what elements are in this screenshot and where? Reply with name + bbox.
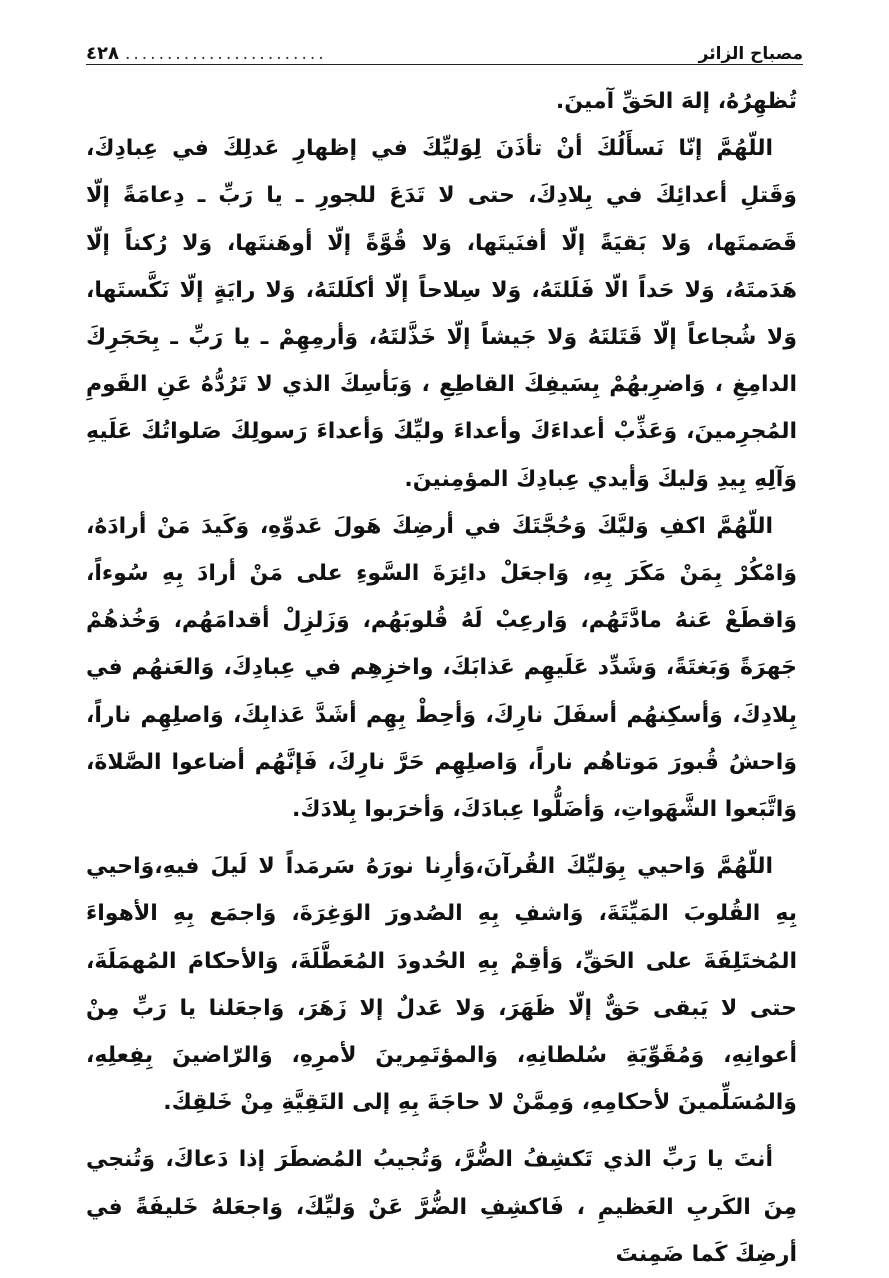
paragraph-4: اللّهُمَّ وَاحيي بِوَليِّكَ القُرآنَ،وَأرِنا نورَهُ سَرمَداً لا لَيلَ فيهِ،وَاحيي بِهِ القُلوبَ المَيِّتَةَ، وَاشفِ بِهِ الصُدورَ الوَغِرَةَ، وَاجمَع بِهِ الأهواءَ المُختَلِفَةَ على الحَقِّ، وَأقِمْ بِهِ الحُدودَ المُعَطَّلَةَ، وَالأحكامَ المُهمَلَةَ، حتى لا يَبقى حَقٌّ إلّا ظَهَرَ، وَلا عَدلٌ إلا زَهَرَ، وَاجعَلنا يا رَبِّ مِنْ أعوانِهِ، وَمُقَوِّيَةِ سُلطانِهِ، وَالمؤتَمِرينَ لأمرِهِ، وَالرّاضينَ بِفِعلِهِ، وَالمُسَلِّمينَ لأحكامِهِ، وَمِمَّنْ لا حاجَةَ بِهِ إلى التَقِيَّةِ مِنْ خَلقِكَ. — [86, 854, 797, 1116]
page-number-group — [86, 43, 327, 64]
paragraph-3: اللّهُمَّ اكفِ وَليَّكَ وَحُجَّتَكَ في أرضِكَ هَولَ عَدوِّهِ، وَكَيدَ مَنْ أرادَهُ، وَامْكُرْ بِمَنْ مَكَرَ بِهِ، وَاجعَلْ دائِرَةَ السَّوءِ على مَنْ أرادَ بِهِ سُوءاً، وَاقطَعْ عَنهُ مادَّتَهُم، وَارعِبْ لَهُ قُلوبَهُم، وَزَلزِلْ أقدامَهُم، وَخُذهُمْ جَهرَةً وَبَغتَةً، وَشَدِّد عَلَيهِم عَذابَكَ، واخزِهِم في عِبادِكَ، وَالعَنهُم في بِلادِكَ، وَأسكِنهُم أسفَلَ نارِكَ، وَأحِطْ بِهِم أشَدَّ عَذابِكَ، وَاصلِهِم ناراً، وَاحشُ قُبورَ مَوتاهُم ناراً، وَاصلِهِم حَرَّ نارِكَ، فَإنَّهُم أضاعوا الصَّلاةَ، وَاتَّبَعوا الشَّهَواتِ، وَأضَلُّوا عِبادَكَ، وَأخرَبوا بِلادَكَ. — [86, 513, 797, 823]
paragraph-1: تُظهِرُهُ، إلهَ الحَقِّ آمينَ. — [555, 89, 797, 114]
running-head — [86, 30, 803, 65]
body-text — [86, 78, 797, 1278]
leader-dots: ........................ — [124, 44, 327, 64]
book-title: مصباح الزائر — [698, 44, 803, 64]
page-number: ٤٢٨ — [86, 43, 119, 64]
paragraph-5: أنتَ يا رَبِّ الذي تَكشِفُ الضُّرَّ، وَتُجيبُ المُضطَرَ إذا دَعاكَ، وَتُنجي مِنَ الكَربِ العَظيمِ ، فَاكشِفِ الضُّرَّ عَنْ وَليِّكَ، وَاجعَلهُ خَليفَةً في أرضِكَ كَما ضَمِنتَ — [86, 1147, 797, 1267]
paragraph-2: اللّهُمَّ إنّا نَسأَلُكَ أنْ تأذَنَ لِوَليِّكَ في إظهارِ عَدلِكَ في عِبادِكَ، وَقَتلِ أعدائِكَ في بِلادِكَ، حتى لا تَدَعَ للجورِ ـ يا رَبِّ ـ دِعامَةً إلّا قَصَمتَها، وَلا بَقيَةً إلّا أفنَيتَها، وَلا قُوَّةً إلّا أوهَنتَها، وَلا رُكناً إلّا هَدَمتَهُ، وَلا حَداً الّا فَلَلتَهُ، وَلا سِلاحاً إلّا أكلَلتَهُ، وَلا رايَةٍ إلّا نَكَّستَها، وَلا شُجاعاً إلّا قَتَلتَهُ وَلا جَيشاً إلّا خَذَّلتَهُ، وَأرمِهِمْ ـ يا رَبِّ ـ بِحَجَرِكَ الدامِغِ ، وَاضرِبهُمْ بِسَيفِكَ القاطِعِ ، وَبَأسِكَ الذي لا تَرُدُّهُ عَنِ القَومِ المُجرِمينَ، وَعَذِّبْ أعداءَكَ وأعداءَ وليِّكَ وَأعداءَ رَسولِكَ صَلواتُكَ عَلَيهِ وَآلِهِ بِيدِ وَليكَ وَأيدي عِبادِكَ المؤمِنينَ. — [86, 136, 797, 492]
